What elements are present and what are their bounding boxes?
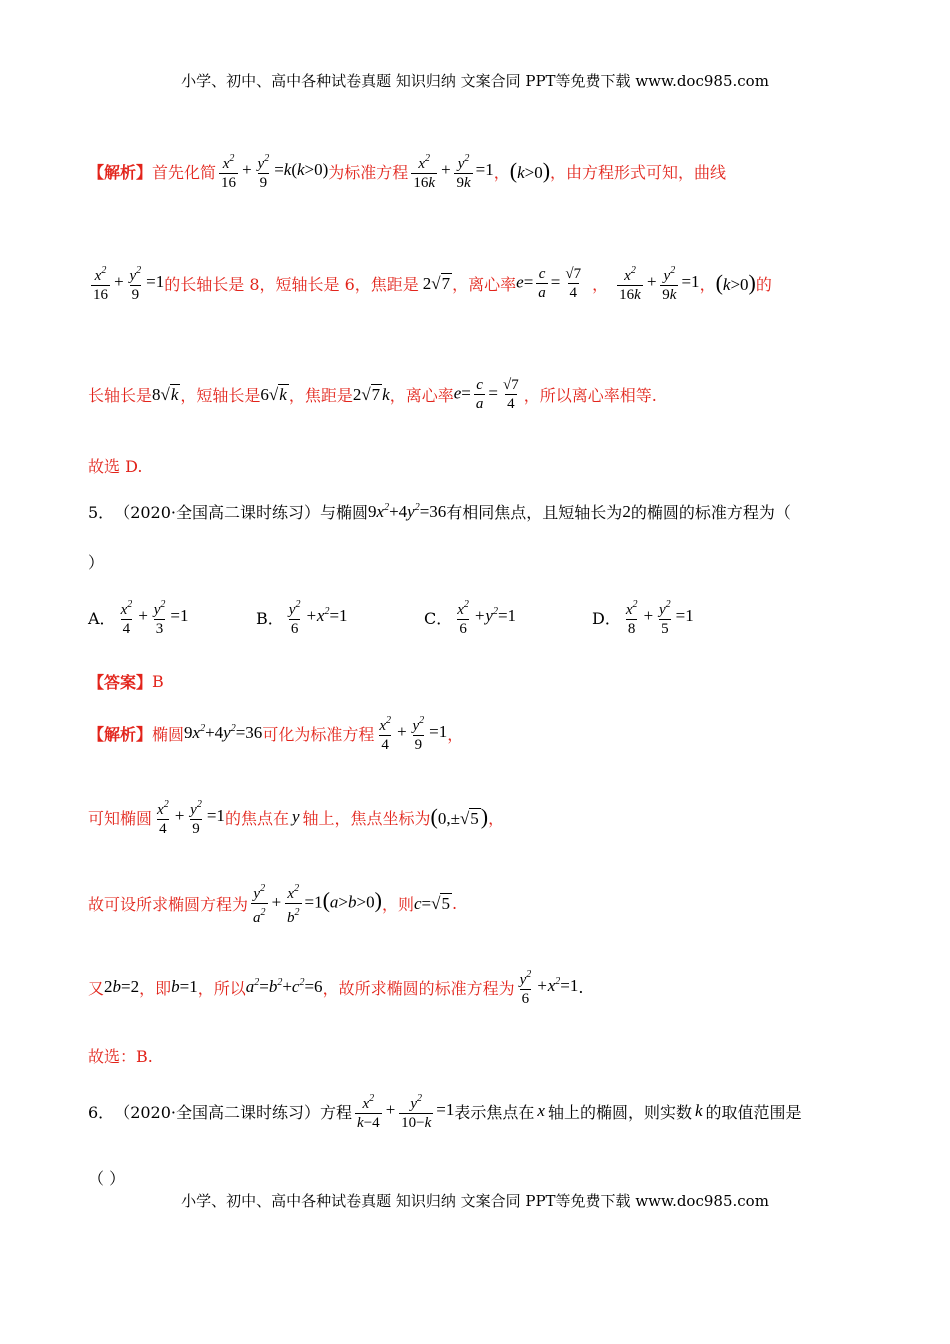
formula: y: [291, 807, 300, 826]
formula: 2 √ 7: [422, 273, 451, 293]
formula: $\frac{x^2}{4}$ + $\frac{y^2}{9}$ =1: [379, 715, 448, 753]
question-number: 5．: [88, 503, 115, 522]
text: 轴上的椭圆，则实数: [547, 1102, 692, 1122]
formula: $\frac{x^2}{16}$ + $\frac{y^2}{9}$ =k(k>0): [221, 153, 329, 191]
q5-analysis-line-3: [88, 880, 870, 927]
text: ，: [488, 808, 505, 828]
choice-a[interactable]: [88, 596, 256, 638]
question-number: 6．: [88, 1102, 115, 1122]
text: 表示焦点在: [454, 1102, 535, 1122]
choice-label: D．: [592, 608, 621, 628]
text: ，短轴长是: [180, 386, 261, 405]
page-header: 小学、初中、高中各种试卷真题 知识归纳 文案合同 PPT等免费下载 www.doc985.com: [181, 72, 769, 90]
text: ，: [447, 724, 464, 744]
text: ，所以离心率相等.: [523, 386, 657, 405]
analysis-tag: 【解析】: [88, 724, 153, 744]
q4-analysis-line-2: [88, 262, 870, 304]
text: 轴上，焦点坐标为: [302, 808, 431, 828]
text: ，离心率: [389, 386, 454, 405]
text: ，由方程形式可知，曲线: [550, 162, 727, 182]
answer-tag: 【答案】: [88, 673, 153, 692]
answer-value: B: [152, 672, 164, 691]
text: .: [578, 977, 584, 997]
q5-choices: [88, 596, 870, 638]
q5-analysis-line-2: [88, 796, 870, 838]
formula: (k>0): [715, 270, 756, 295]
formula: $\frac{x^2}{8}$ + $\frac{y^2}{5}$ =1: [625, 599, 694, 637]
formula: $\frac{x^2}{16}$ + $\frac{y^2}{9}$ =1: [93, 265, 165, 303]
formula: $\frac{x^2}{16k}$ + $\frac{y^2}{9k}$ =1: [413, 153, 494, 191]
formula: x: [537, 1101, 545, 1120]
q5-answer: [88, 670, 870, 693]
choice-d[interactable]: [592, 596, 760, 638]
text: ，: [592, 274, 609, 294]
analysis-tag: 【解析】: [88, 162, 153, 182]
text: 的焦点在: [224, 808, 289, 828]
formula: e= $\frac{c}{a}$ = $\frac{√7}{4}$: [453, 377, 519, 412]
formula: 8 √ k: [152, 385, 179, 404]
formula: $\frac{x^2}{16k}$ + $\frac{y^2}{9k}$ =1: [619, 265, 700, 303]
text: ，所以: [197, 978, 246, 998]
choice-c[interactable]: [424, 596, 592, 638]
text: 为标准方程: [328, 162, 409, 182]
q4-conclusion: 故选 D.: [88, 457, 143, 476]
formula: $\frac{x^2}{k-4}$ + $\frac{y^2}{10-k}$ =1: [357, 1093, 455, 1131]
formula: (0,± √ 5 ): [430, 804, 489, 829]
text: ，: [493, 162, 510, 182]
formula: $\frac{x^2}{6}$ $+y^2=1$: [457, 599, 517, 637]
text: ，焦距是: [288, 386, 353, 405]
text: ，则: [381, 895, 414, 914]
formula: $\frac{y^2}{6}$ $+x^2=1$: [288, 599, 348, 637]
text: ，离心率: [452, 274, 517, 294]
q5-conclusion: 故选：B.: [88, 1047, 153, 1066]
q6-answer-paren: （ ）: [88, 1169, 126, 1188]
formula: (k>0): [509, 158, 551, 183]
choice-b[interactable]: [256, 596, 424, 638]
formula: $\frac{x^2}{4}$ + $\frac{y^2}{3}$ =1: [120, 599, 189, 637]
text: ，即: [139, 978, 172, 998]
formula: $\frac{x^2}{4}$ + $\frac{y^2}{9}$ =1: [157, 799, 225, 837]
q4-analysis-line-1: [88, 150, 870, 192]
formula: $9x^2+4y^2=36$: [184, 723, 263, 742]
text: 长轴长是: [88, 386, 153, 405]
q5-stem: [88, 500, 870, 523]
text: 首先化简: [152, 162, 217, 182]
question-source: （2020·全国高二课时练习）: [114, 503, 320, 522]
formula: k: [694, 1101, 703, 1120]
choice-label: C．: [424, 608, 453, 628]
formula: e= $\frac{c}{a}$ = $\frac{√7}{4}$: [516, 265, 582, 301]
text: 的椭圆的标准方程为（: [630, 503, 791, 522]
formula: 2 √ 7 k: [352, 385, 390, 404]
q5-stem-cont: ）: [88, 553, 105, 572]
q4-analysis-line-3: [88, 376, 870, 413]
text: 的取值范围是: [705, 1102, 802, 1122]
q5-analysis-line-1: [88, 712, 870, 754]
text: ，故所求椭圆的标准方程为: [322, 978, 515, 998]
formula: $\frac{y^2}{6}$ $+x^2=1$: [519, 969, 579, 1007]
choice-label: A．: [88, 608, 116, 628]
formula: b=1: [171, 977, 198, 996]
formula: c= √ 5: [413, 894, 450, 913]
text: 故可设所求椭圆方程为: [88, 895, 249, 914]
text: 的: [755, 274, 772, 294]
q6-stem: [88, 1090, 870, 1132]
text: ，: [699, 274, 716, 294]
q5-analysis-line-4: [88, 966, 870, 1008]
formula: $9x^2+4y^2=36$: [368, 501, 447, 521]
page-footer: 小学、初中、高中各种试卷真题 知识归纳 文案合同 PPT等免费下载 www.doc985.com: [181, 1192, 769, 1210]
formula: 6 √ k: [260, 385, 287, 404]
text: 的长轴长是 8，短轴长是 6，焦距是: [164, 274, 419, 294]
text: 又: [88, 978, 105, 998]
formula: $a^2=b^2+c^2=6$: [245, 977, 323, 996]
text: 椭圆: [152, 724, 185, 744]
formula: 2: [622, 501, 631, 521]
text: 可化为标准方程: [262, 724, 375, 744]
text: 方程: [320, 1102, 353, 1122]
question-source: （2020·全国高二课时练习）: [114, 1102, 320, 1122]
formula: $\frac{y^2}{a^2}$ + $\frac{x^2}{b^2}$ =1(a>b>0): [253, 883, 382, 926]
text: 可知椭圆: [88, 808, 153, 828]
text: 有相同焦点，且短轴长为: [446, 503, 623, 522]
text: 与椭圆: [320, 503, 369, 522]
text: .: [451, 894, 458, 913]
choice-label: B．: [256, 608, 284, 628]
formula: 2b=2: [104, 977, 140, 996]
